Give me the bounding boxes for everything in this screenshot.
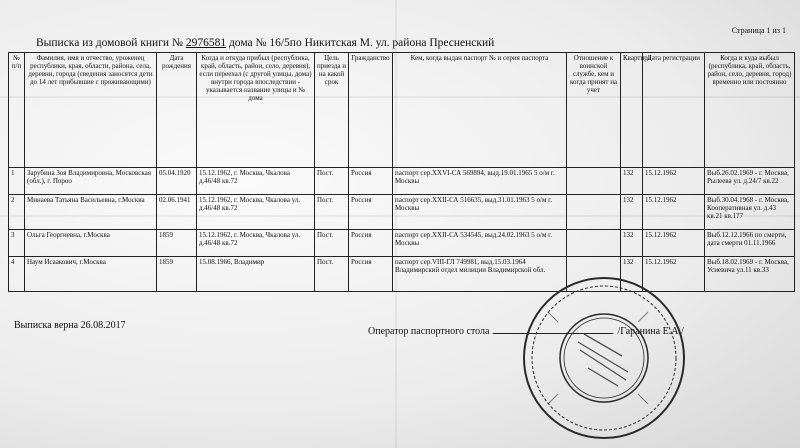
column-header: Гражданство — [349, 53, 393, 168]
cell-num: 2 — [9, 195, 25, 230]
column-header: Кем, когда выдан паспорт № и серия паспорта — [393, 53, 567, 168]
cell-reg-date: 15.12.1962 — [643, 168, 705, 195]
extract-number: 2976581 — [185, 37, 227, 49]
table-row — [9, 230, 795, 257]
cell-dob: 1859 — [157, 257, 197, 292]
table-row — [9, 195, 795, 230]
cell-departed: Выб.18.02.1969 - г. Москва, Усиевича ул.11 кв.33 — [705, 257, 795, 292]
cell-purpose: Пост. — [315, 195, 349, 230]
operator-name: /Гаранина Е.А./ — [617, 326, 684, 337]
cell-citizenship: Россия — [349, 230, 393, 257]
cell-reg-date: 15.12.1962 — [643, 195, 705, 230]
cell-reg-date: 15.12.1962 — [643, 230, 705, 257]
column-header: Когда и откуда прибыл (республика, край, область, район, село, деревня), если переехал (с другой улицы, дома) внутри города впоследствии - указывается название улицы и № дома — [197, 53, 315, 168]
column-header: Когда и куда выбыл (республика, край, область, район, село, деревня, город) временно или постоянно — [705, 53, 795, 168]
page-number: Страница 1 из 1 — [731, 26, 786, 35]
cell-citizenship: Россия — [349, 257, 393, 292]
official-seal-stamp — [518, 272, 690, 444]
cell-arrived: 15.12.1962, г. Москва, Чкалова ул. д.46/48 кв.72 — [197, 230, 315, 257]
column-header: Дата регистрации — [643, 53, 705, 168]
cell-purpose: Пост. — [315, 168, 349, 195]
cell-apt: 132 — [621, 257, 643, 292]
column-header: Фамилия, имя и отчество, уроженец республики, края, области, района, села, деревни, города (сведения заносятся дети до 14 лет прибывшие с проживающими) — [25, 53, 157, 168]
title-prefix: Выписка из домовой книги № — [36, 37, 183, 49]
cell-military — [567, 195, 621, 230]
cell-purpose: Пост. — [315, 230, 349, 257]
cell-dob: 05.04.1920 — [157, 168, 197, 195]
cell-passport: паспорт сер.XXII-СА 516635, выд.31.01.1963 5 о/м г. Москвы — [393, 195, 567, 230]
column-header: Цель приезда и на какой срок — [315, 53, 349, 168]
column-header: Дата рождения — [157, 53, 197, 168]
cell-num: 4 — [9, 257, 25, 292]
cell-citizenship: Россия — [349, 168, 393, 195]
cell-arrived: 15.12.1962, г. Москва, Чкалова ул. д.46/48 кв.72 — [197, 195, 315, 230]
cell-apt: 132 — [621, 168, 643, 195]
cell-dob: 02.06.1941 — [157, 195, 197, 230]
column-header: Отношение к воинской службе, кем и когда принят на учет — [567, 53, 621, 168]
operator-label: Оператор паспортного стола — [368, 326, 490, 337]
title-suffix: дома № 16/5по Никитская М. ул. района Пресненский — [228, 37, 495, 49]
cell-purpose: Пост. — [315, 257, 349, 292]
cell-name: Зарубина Зоя Владимировна, Московская (обл.), г. Пороо — [25, 168, 157, 195]
cell-military — [567, 168, 621, 195]
cell-apt: 132 — [621, 195, 643, 230]
cell-departed: Выб.12.12.1966 по смерти, дата смерти 01.11.1966 — [705, 230, 795, 257]
cell-num: 3 — [9, 230, 25, 257]
cell-apt: 132 — [621, 230, 643, 257]
cell-name: Наум Исаакович, г.Москва — [25, 257, 157, 292]
table-row — [9, 168, 795, 195]
cell-departed: Выб.26.02.1969 - г. Москва, Рылеева ул. д.24/7 кв.22 — [705, 168, 795, 195]
column-header: № п/п — [9, 53, 25, 168]
cell-arrived: 15.12.1962, г. Москва, Чкалова д.46/48 кв.72 — [197, 168, 315, 195]
cell-passport: паспорт сер.VIII-ГЛ 749981, выд.15.03.1964 Владимирский отдел милиции Владимирской обл. — [393, 257, 567, 292]
cell-name: Минаева Татьяна Васильевна, г.Москва — [25, 195, 157, 230]
cell-citizenship: Россия — [349, 195, 393, 230]
cell-name: Ольга Георгиевна, г.Москва — [25, 230, 157, 257]
column-header: Квартира — [621, 53, 643, 168]
cell-arrived: 15.08.1966, Владимир — [197, 257, 315, 292]
registry-table — [8, 52, 795, 292]
cell-num: 1 — [9, 168, 25, 195]
cell-passport: паспорт сер.XXVI-СА 569894, выд.19.01.1965 5 о/м г. Москвы — [393, 168, 567, 195]
verification-note: Выписка верна 26.08.2017 — [14, 320, 126, 331]
document-title — [36, 37, 494, 49]
cell-passport: паспорт сер.XXII-СА 534545, выд.24.02.1963 5 о/м г. Москвы — [393, 230, 567, 257]
table-header-row — [9, 53, 795, 168]
cell-dob: 1859 — [157, 230, 197, 257]
cell-military — [567, 230, 621, 257]
cell-reg-date: 15.12.1962 — [643, 257, 705, 292]
cell-departed: Выб.30.04.1968 - г. Москва, Кооперативная ул. д.43 кв.21 кв.177 — [705, 195, 795, 230]
